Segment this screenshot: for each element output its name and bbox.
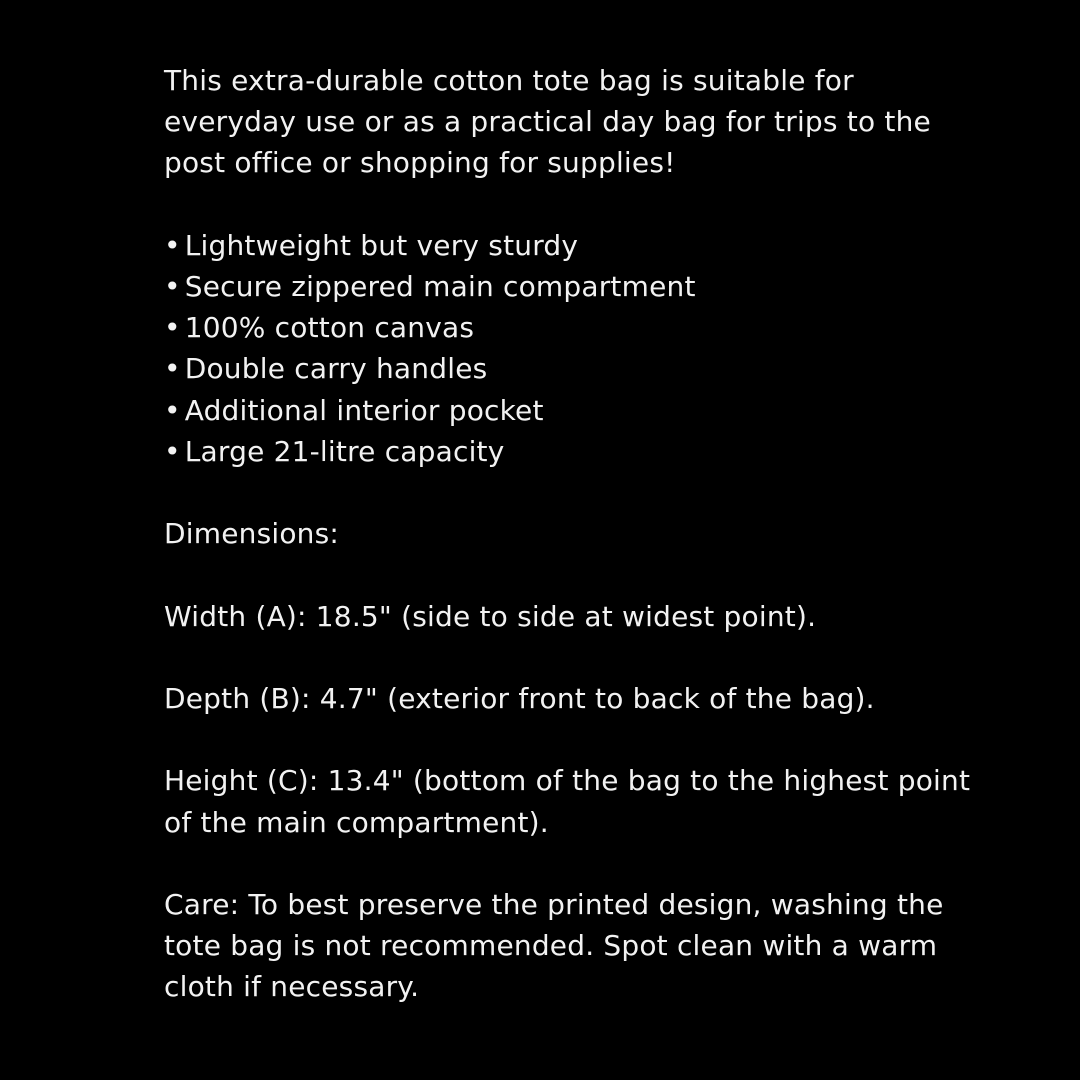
dimension-depth: Depth (B): 4.7" (exterior front to back of the bag). [164,681,875,715]
dimension-height: Height (C): 13.4" (bottom of the bag to the highest point of the main compartment). [164,764,971,839]
bullet-icon: • [164,434,181,468]
feature-item [164,307,1044,348]
feature-text: Lightweight but very sturdy [184,228,579,262]
feature-text: Secure zippered main compartment [184,270,696,303]
feature-text: 100% cotton canvas [184,311,475,345]
dimensions-heading: Dimensions: [164,517,340,551]
spacer [164,184,1044,225]
feature-text: Additional interior pocket [184,393,544,427]
bullet-icon: • [164,352,181,386]
feature-text: Large 21-litre capacity [184,434,505,468]
care-instructions: Care: To best preserve the printed design, washing the tote bag is not recommended. Spot clean with a warm cloth if necessary. [164,887,944,1004]
spacer [164,719,1044,760]
feature-item [164,431,1044,472]
spacer [164,637,1044,678]
spacer [164,843,1044,884]
feature-item [164,348,1044,389]
product-description [164,60,1044,1008]
bullet-icon: • [164,311,181,345]
feature-list [164,225,1044,472]
spacer [164,472,1044,513]
bullet-icon: • [164,228,181,262]
feature-item [164,266,1044,307]
feature-item [164,390,1044,431]
feature-text: Double carry handles [184,352,488,386]
spacer [164,554,1044,595]
dimension-width: Width (A): 18.5" (side to side at widest point). [164,599,817,633]
intro-paragraph: This extra-durable cotton tote bag is suitable for everyday use or as a practical day bag for trips to the post office or shopping for supplies! [164,64,931,180]
bullet-icon: • [164,270,181,303]
bullet-icon: • [164,393,181,427]
feature-item [164,225,1044,266]
